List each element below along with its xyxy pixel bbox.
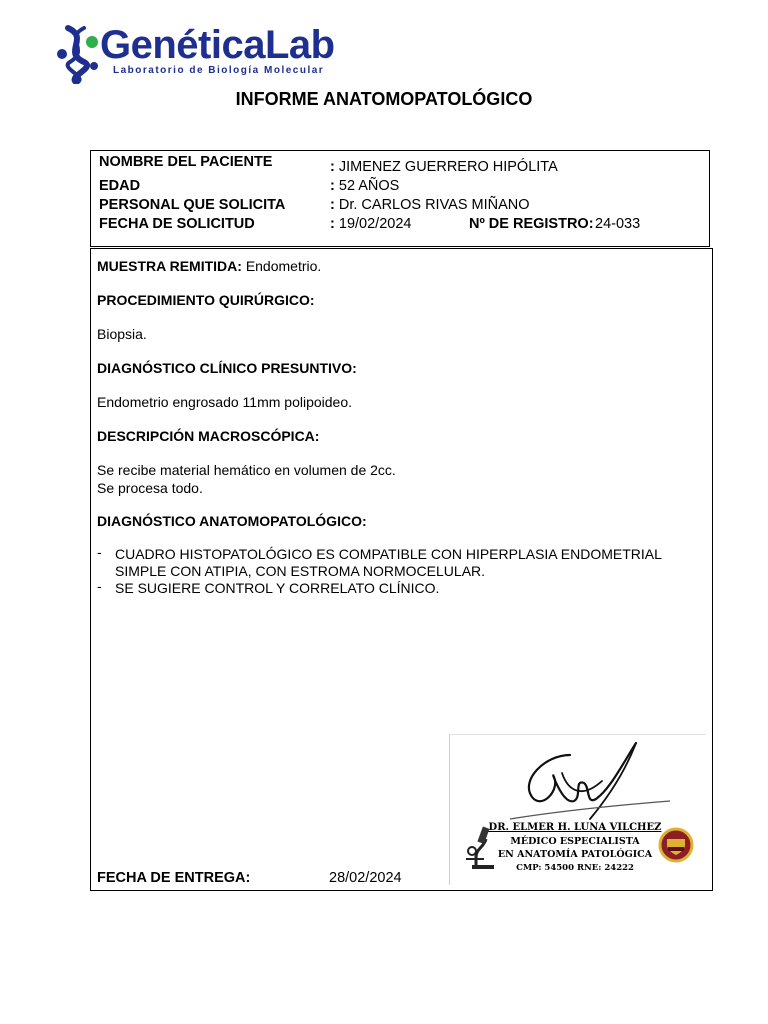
requester-row (330, 196, 530, 214)
registry-label: Nº DE REGISTRO: (469, 216, 594, 232)
sample-value: Endometrio. (245, 258, 322, 274)
clinical-diagnosis-text: Endometrio engrosado 11mm polipoideo. (97, 394, 353, 410)
clinical-diagnosis-heading: DIAGNÓSTICO CLÍNICO PRESUNTIVO: (97, 360, 357, 376)
age-row (330, 177, 399, 195)
bullet-dash: - (97, 578, 102, 594)
delivery-date-label: FECHA DE ENTREGA: (97, 870, 251, 886)
request-date-label: FECHA DE SOLICITUD (99, 216, 255, 232)
diagnosis-item-2: SE SUGIERE CONTROL Y CORRELATO CLÍNICO. (115, 580, 440, 596)
patient-name-label: NOMBRE DEL PACIENTE (99, 154, 273, 170)
request-date-value: 19/02/2024 (338, 216, 412, 232)
stamp-specialty: EN ANATOMÍA PATOLÓGICA (497, 849, 653, 860)
colon: : (330, 159, 335, 175)
stamp-role: MÉDICO ESPECIALISTA (510, 836, 640, 847)
bullet-dash: - (97, 544, 102, 560)
signature-stamp-block (449, 734, 705, 884)
requester-label: PERSONAL QUE SOLICITA (99, 197, 286, 213)
dna-logo-icon (56, 22, 100, 84)
age-value: 52 AÑOS (338, 178, 400, 194)
procedure-heading: PROCEDIMIENTO QUIRÚRGICO: (97, 292, 315, 308)
sample-row (97, 257, 321, 275)
diagnosis-item-1: CUADRO HISTOPATOLÓGICO ES COMPATIBLE CON HIPERPLASIA ENDOMETRIAL SIMPLE CON ATIPIA, CON ESTROMA NORMOCELULAR. (115, 546, 662, 579)
request-date-row (330, 215, 411, 233)
pathology-diagnosis-heading: DIAGNÓSTICO ANATOMOPATOLÓGICO: (97, 513, 367, 529)
patient-name-value: JIMENEZ GUERRERO HIPÓLITA (338, 159, 558, 175)
delivery-date-value: 28/02/2024 (329, 870, 402, 886)
stamp-registration: CMP: 54500 RNE: 24222 (516, 863, 634, 873)
patient-name-row (330, 158, 558, 176)
age-label: EDAD (99, 178, 141, 194)
colon: : (330, 197, 335, 213)
registry-value: 24-033 (595, 216, 641, 232)
sample-label: MUESTRA REMITIDA: (97, 258, 242, 274)
signature-area (449, 734, 706, 885)
colon: : (330, 178, 335, 194)
macroscopic-heading: DESCRIPCIÓN MACROSCÓPICA: (97, 428, 320, 444)
stamp-doctor-name: DR. ELMER H. LUNA VILCHEZ (488, 822, 662, 833)
macroscopic-line-2: Se procesa todo. (97, 480, 203, 496)
patient-info-box (90, 150, 710, 247)
lab-logo-tagline: Laboratorio de Biología Molecular (113, 65, 325, 76)
report-title: INFORME ANATOMOPATOLÓGICO (235, 89, 533, 109)
colon: : (330, 216, 335, 232)
lab-logo-name: GenéticaLab (100, 23, 335, 67)
procedure-text: Biopsia. (97, 326, 147, 342)
requester-value: Dr. CARLOS RIVAS MIÑANO (338, 197, 530, 213)
macroscopic-line-1: Se recibe material hemático en volumen de 2cc. (97, 462, 396, 478)
